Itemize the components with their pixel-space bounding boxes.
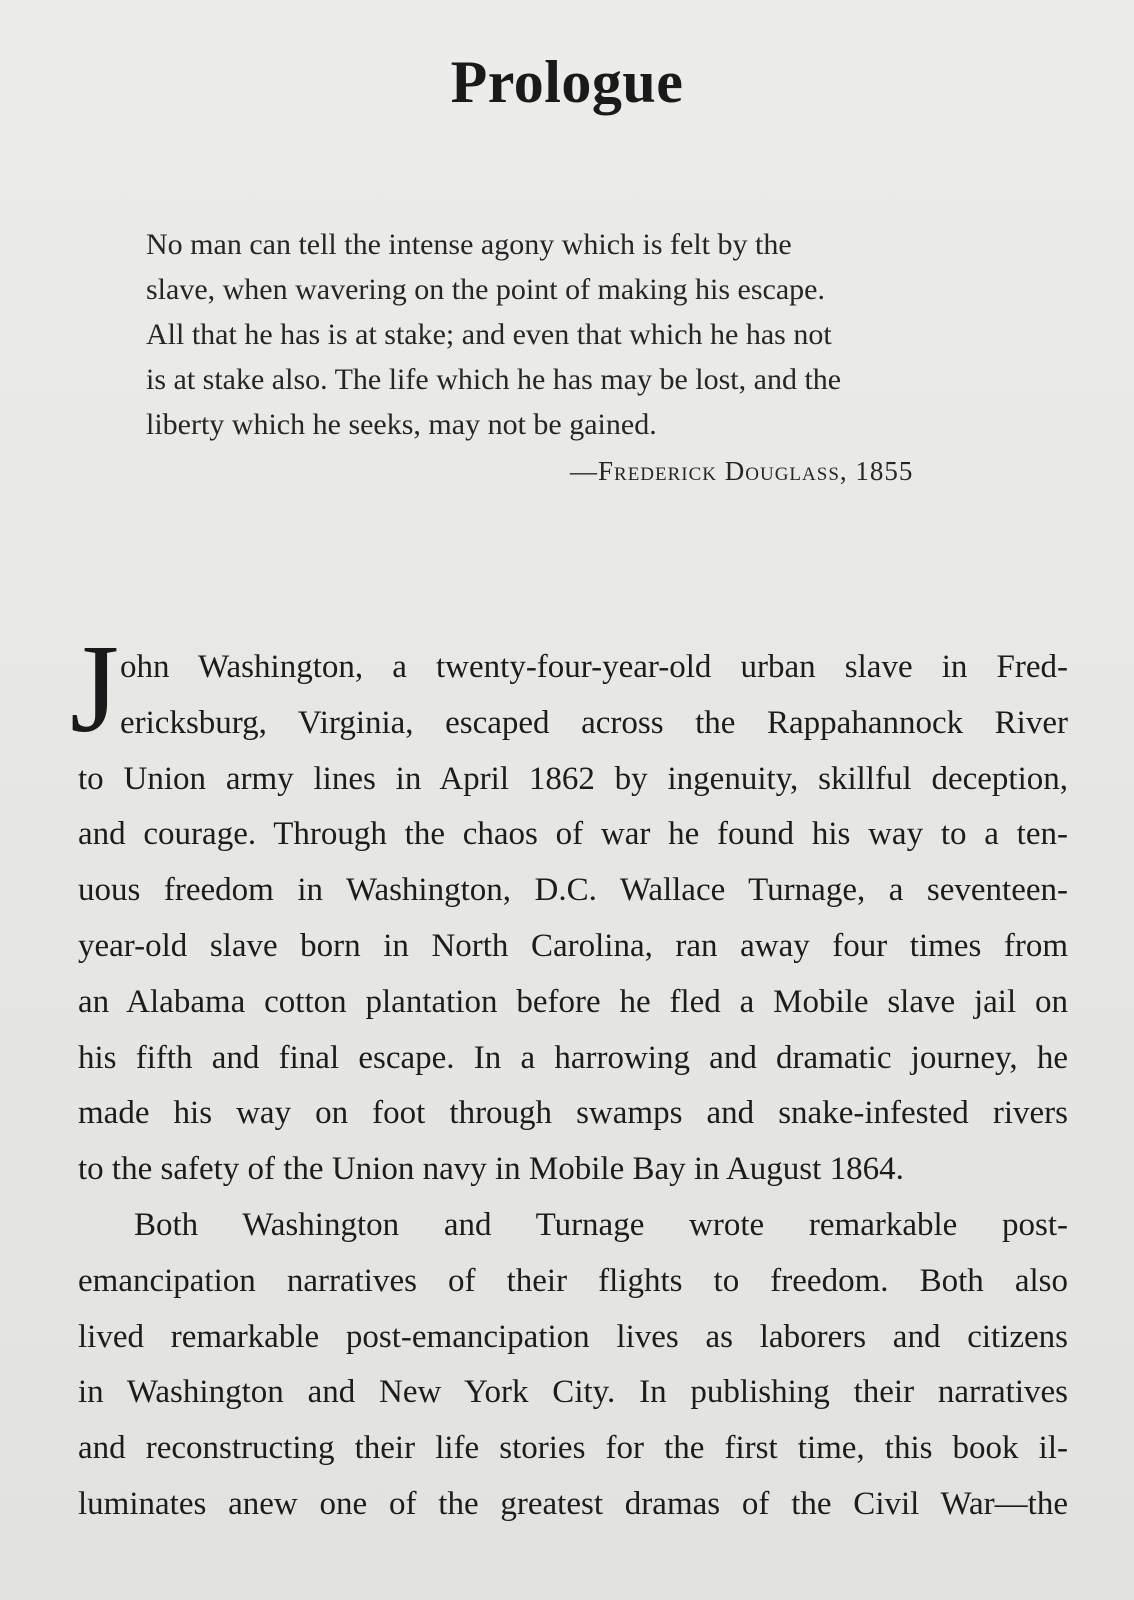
chapter-title: Prologue <box>450 49 684 115</box>
paragraph-line: and courage. Through the chaos of war he found his way to a ten- <box>78 816 1068 853</box>
paragraph-line: emancipation narratives of their flights to freedom. Both also <box>78 1262 1068 1299</box>
epigraph-attribution: —Frederick Douglass, 1855 <box>570 456 914 486</box>
epigraph-line: All that he has is at stake; and even that which he has not <box>146 318 832 351</box>
epigraph-line: is at stake also. The life which he has may be lost, and the <box>146 363 842 396</box>
paragraph-line: to Union army lines in April 1862 by ingenuity, skillful deception, <box>78 760 1068 797</box>
paragraph-line: in Washington and New York City. In publishing their narratives <box>78 1374 1068 1411</box>
paragraph-line: to the safety of the Union navy in Mobile Bay in August 1864. <box>78 1151 904 1188</box>
epigraph-line: slave, when wavering on the point of making his escape. <box>146 273 825 306</box>
epigraph-line: liberty which he seeks, may not be gained. <box>146 408 657 441</box>
paragraph-line: lived remarkable post-emancipation lives as laborers and citizens <box>78 1318 1068 1355</box>
paragraph-line: made his way on foot through swamps and snake-infested rivers <box>78 1095 1068 1132</box>
paragraph-line: Both Washington and Turnage wrote remarkable post- <box>134 1206 1068 1243</box>
epigraph-line: No man can tell the intense agony which is felt by the <box>146 228 792 261</box>
paragraph-line: ericksburg, Virginia, escaped across the Rappahannock River <box>120 704 1068 741</box>
drop-cap: J <box>70 620 120 759</box>
paragraph-line: year-old slave born in North Carolina, ran away four times from <box>78 927 1068 964</box>
body-text <box>78 640 1068 1533</box>
paragraph-line: and reconstructing their life stories for the first time, this book il- <box>78 1430 1068 1467</box>
paragraph-line: ohn Washington, a twenty-four-year-old urban slave in Fred- <box>120 649 1068 685</box>
epigraph <box>146 222 986 447</box>
paragraph-line: his fifth and final escape. In a harrowing and dramatic journey, he <box>78 1039 1068 1076</box>
paragraph-line: uous freedom in Washington, D.C. Wallace Turnage, a seventeen- <box>78 872 1068 909</box>
paragraph-line: an Alabama cotton plantation before he fled a Mobile slave jail on <box>78 983 1068 1020</box>
paragraph-line: luminates anew one of the greatest dramas of the Civil War—the <box>78 1485 1068 1522</box>
